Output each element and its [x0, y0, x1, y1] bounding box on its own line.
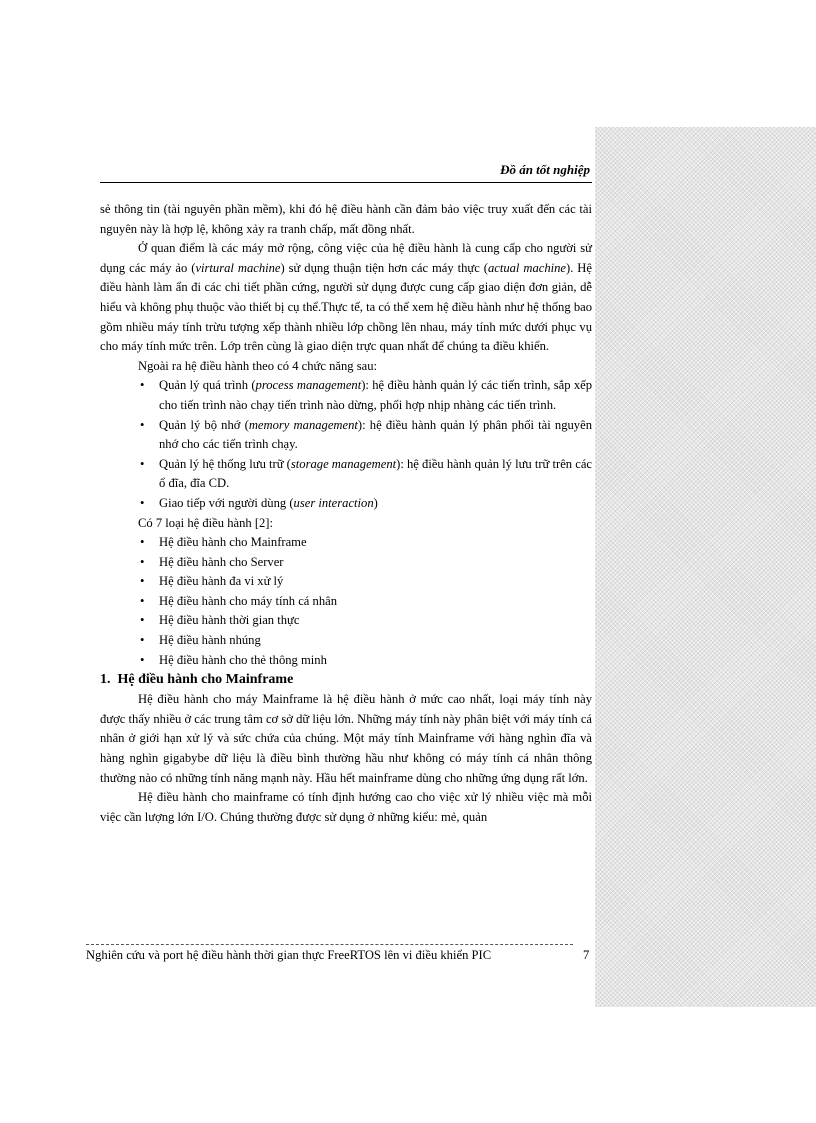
bullet-icon: • [140, 574, 145, 589]
section-heading: 1. Hệ điều hành cho Mainframe [100, 672, 294, 688]
text: Hệ điều hành thời gian thực [159, 613, 300, 628]
list-item [138, 592, 592, 612]
text: Hệ điều hành cho máy tính cá nhân [159, 593, 338, 608]
list-item [138, 572, 592, 592]
paragraph-functions-intro: Ngoài ra hệ điều hành theo có 4 chức năng sau: [138, 358, 378, 373]
header-rule [100, 182, 592, 183]
types-list [100, 533, 592, 670]
text: Hệ điều hành cho thẻ thông minh [159, 652, 327, 667]
text: ) [373, 495, 378, 510]
paragraph-virtual-machine [100, 239, 592, 357]
text: ) sử dụng thuận tiện hơn các máy thực ( [280, 260, 488, 275]
text: Quản lý quá trình ( [159, 378, 256, 393]
functions-list [100, 376, 592, 513]
term: user interaction [293, 495, 374, 510]
page-number: 7 [583, 948, 590, 962]
term: memory management [248, 417, 358, 432]
list-item [138, 611, 592, 631]
term: process management [255, 378, 362, 393]
text: Quản lý hệ thống lưu trữ ( [159, 456, 291, 471]
bullet-icon: • [140, 378, 145, 393]
bullet-icon: • [140, 652, 145, 667]
page-body [100, 200, 592, 827]
text: Giao tiếp với người dùng ( [159, 495, 294, 510]
bullet-icon: • [140, 613, 145, 628]
bullet-icon: • [140, 417, 145, 432]
text: ). Hệ điều hành làm ẩn đi các chi tiết phần cứng, người sử dụng được cung cấp giao diện đơn giản, dễ hiểu và không phụ thuộc vào thiết bị cụ thể.Thực tế, ta có thể xem hệ điều hành như hệ thống bao gồm nhiều máy tính trừu tượng xếp thành nhiều lớp chồng lên nhau, máy tính mức dưới phục vụ cho máy tính mức trên. Lớp trên cùng là giao diện trực quan nhất để chúng ta điều khiển. [100, 260, 592, 354]
paragraph-mainframe-io: Hệ điều hành cho mainframe có tính định hướng cao cho việc xử lý nhiều việc mà mỗi việc cần lượng lớn I/O. Chúng thường được sử dụng ở những kiểu: mẻ, quản [100, 790, 592, 824]
bullet-icon: • [140, 554, 145, 569]
bullet-icon: • [140, 535, 145, 550]
bullet-icon: • [140, 456, 145, 471]
list-item [138, 553, 592, 573]
list-item [138, 416, 592, 455]
list-item [138, 494, 592, 514]
text: Hệ điều hành nhúng [159, 633, 261, 648]
list-item [138, 455, 592, 494]
bullet-icon: • [140, 633, 145, 648]
bullet-icon: • [140, 593, 145, 608]
term: actual machine [487, 260, 567, 275]
text: Hệ điều hành cho Mainframe [159, 535, 307, 550]
list-item [138, 533, 592, 553]
term: storage management [290, 456, 397, 471]
list-item [138, 631, 592, 651]
list-item [138, 651, 592, 671]
footer-rule [86, 944, 573, 945]
margin-pattern [595, 127, 816, 1007]
text: ): hệ điều hành quản lý phân phối tài nguyên nhớ cho các tiến trình chạy. [159, 417, 592, 452]
types-intro: Có 7 loại hệ điều hành [2]: [138, 515, 274, 530]
page-header-title: Đồ án tốt nghiệp [500, 162, 590, 177]
paragraph-mainframe: Hệ điều hành cho máy Mainframe là hệ điều hành ở mức cao nhất, loại máy tính này được thấy nhiều ở các trung tâm cơ sở dữ liệu lớn. Những máy tính này phân biệt với máy tính cá nhân ở giới hạn xử lý và sức chứa của chúng. Một máy tính Mainframe với hàng nghìn đĩa và hàng nghìn gigabybe dữ liệu là điều bình thường hầu như không có máy tính cá nhân thông thường nào có những tính năng mạnh này. Hầu hết mainframe dùng cho những ứng dụng rất lớn. [100, 692, 593, 785]
paragraph-continued: sẻ thông tin (tài nguyên phần mềm), khi đó hệ điều hành cần đảm bảo việc truy xuất đến các tài nguyên này là hợp lệ, không xảy ra tranh chấp, mất đồng nhất. [100, 202, 592, 236]
text: Ở quan điểm là các máy mở rộng, công việc của hệ điều hành là cung cấp cho người sử dụng các máy ảo ( [100, 241, 592, 275]
list-item [138, 376, 592, 415]
text: ): hệ điều hành quản lý các tiến trình, sắp xếp cho tiến trình nào chạy tiến trình nào dừng, phối hợp nhịp nhàng các tiến trình. [159, 378, 592, 412]
footer-text: Nghiên cứu và port hệ điều hành thời gian thực FreeRTOS lên vi điều khiển PIC [86, 948, 492, 962]
text: Quản lý bộ nhớ ( [159, 417, 249, 432]
text: ): hệ điều hành quản lý lưu trữ trên các ổ đĩa, đĩa CD. [159, 456, 593, 491]
text: Hệ điều hành đa vi xử lý [159, 574, 284, 589]
term: virtural machine [195, 260, 281, 275]
text: Hệ điều hành cho Server [159, 554, 284, 569]
bullet-icon: • [140, 495, 145, 510]
